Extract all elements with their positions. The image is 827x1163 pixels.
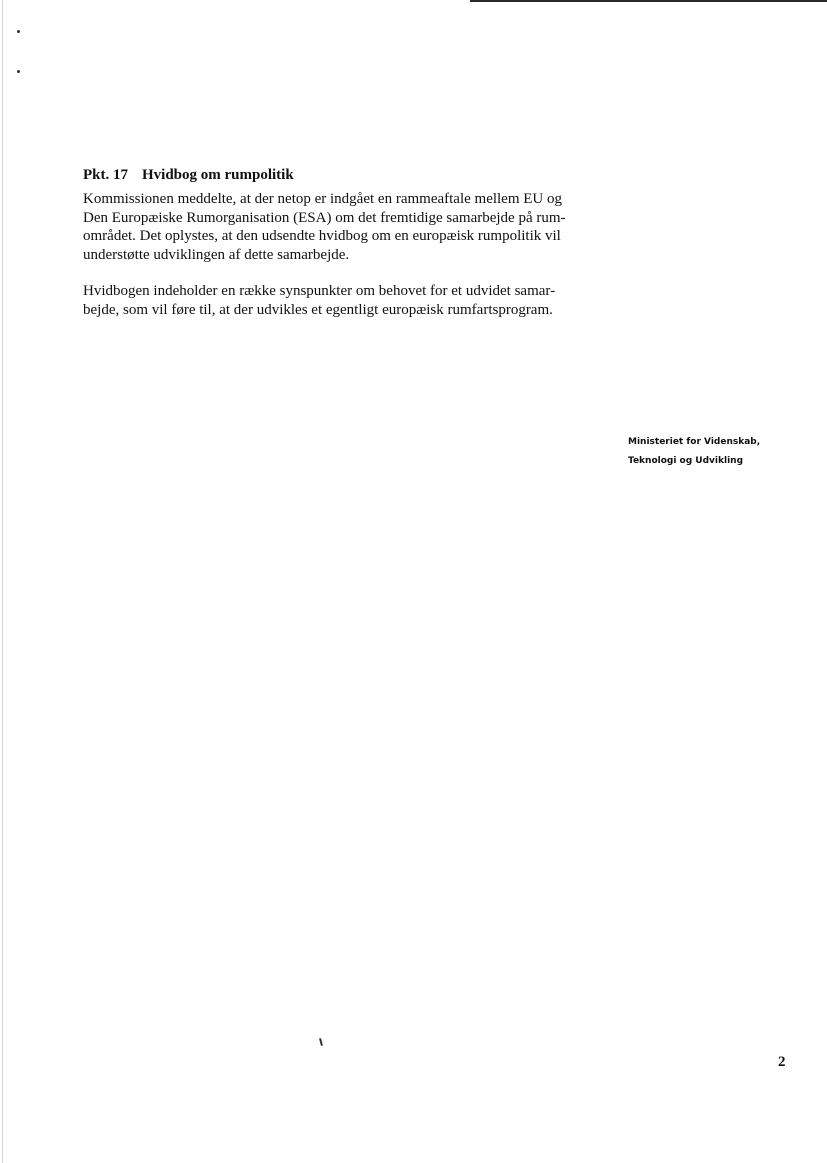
paragraph-1: [83, 190, 603, 264]
page-number: 2: [778, 1054, 786, 1070]
sender-ministry: [628, 433, 760, 471]
sender-line-2: Teknologi og Udvikling: [628, 456, 744, 466]
section-title: Hvidbog om rumpolitik: [142, 167, 294, 183]
paragraph-line: bejde, som vil føre til, at der udvikles et egentligt europæisk rumfartsprogram.: [83, 301, 553, 318]
scan-speck: [17, 70, 20, 73]
scan-speck: [17, 30, 20, 33]
paragraph-2: [83, 282, 603, 319]
sender-line-1: Ministeriet for Videnskab,: [628, 437, 761, 447]
scan-edge-top: [470, 0, 827, 2]
section-heading: [83, 166, 603, 184]
scan-speck: [319, 1038, 323, 1046]
section-pkt-17: [83, 166, 603, 319]
scan-edge-left: [2, 0, 3, 1163]
paragraph-line: Den Europæiske Rumorganisation (ESA) om det fremtidige samarbejde på rum-: [83, 209, 566, 226]
section-number: Pkt. 17: [83, 167, 128, 183]
paragraph-line: området. Det oplystes, at den udsendte hvidbog om en europæisk rumpolitik vil: [83, 228, 561, 244]
paragraph-line: Hvidbogen indeholder en række synspunkter om behovet for et udvidet samar-: [83, 283, 556, 299]
paragraph-line: understøtte udviklingen af dette samarbejde.: [83, 246, 350, 263]
paragraph-line: Kommissionen meddelte, at der netop er indgået en rammeaftale mellem EU og: [83, 191, 563, 207]
